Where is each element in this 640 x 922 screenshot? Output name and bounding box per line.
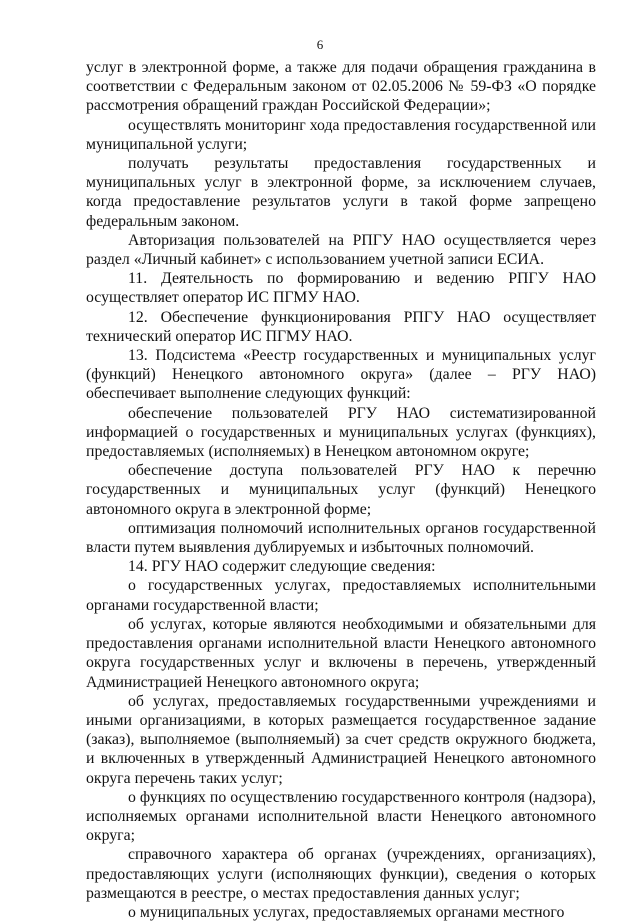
paragraph-results: получать результаты предоставления государственных и муниципальных услуг в электронной форме, за исключением случаев, когда предоставление результатов услуги в такой форме запрещено федеральным законом.: [86, 155, 596, 230]
paragraph-function-info: обеспечение пользователей РГУ НАО систематизированной информацией о государственных и муниципальных услугах (функциях), предоставляемых (исполняемых) в Ненецком автономном округе;: [86, 404, 596, 461]
paragraph-monitoring: осуществлять мониторинг хода предоставления государственной или муниципальной услуги;: [86, 116, 596, 153]
paragraph-institution-services: об услугах, предоставляемых государственными учреждениями и иными организациями, в которых размещается государственное задание (заказ), выполняемое (выполняемый) за счет средств окружного бюджета, и включенных в утвержденный Администрацией Ненецкого автономного округа перечень таких услуг;: [86, 692, 596, 787]
paragraph-authorization: Авторизация пользователей на РПГУ НАО осуществляется через раздел «Личный кабинет» с использованием учетной записи ЕСИА.: [86, 231, 596, 269]
paragraph-necessary-services: об услугах, которые являются необходимыми и обязательными для предоставления органами исполнительной власти Ненецкого автономного округа государственных услуг и включены в перечень, утвержденный Администрацией Ненецкого автономного округа;: [86, 615, 596, 691]
paragraph-function-access: обеспечение доступа пользователей РГУ НАО к перечню государственных и муниципальных услуг (функций) Ненецкого автономного округа в электронной форме;: [86, 462, 596, 518]
paragraph-item-14: 14. РГУ НАО содержит следующие сведения:: [128, 558, 436, 576]
paragraph-item-12: 12. Обеспечение функционирования РПГУ НАО осуществляет технический оператор ИС ПГМУ НАО.: [86, 308, 596, 345]
paragraph-control-functions: о функциях по осуществлению государственного контроля (надзора), исполняемых органами исполнительной власти Ненецкого автономного округа;: [86, 788, 596, 845]
document-body: [86, 58, 596, 922]
page-number: 6: [316, 37, 324, 52]
paragraph-item-11: 11. Деятельность по формированию и ведению РПГУ НАО осуществляет оператор ИС ПГМУ НАО.: [86, 270, 596, 307]
paragraph-state-services: о государственных услугах, предоставляемых исполнительными органами государственной власти;: [86, 577, 596, 614]
paragraph-reference-info: справочного характера об органах (учреждениях, организациях), предоставляющих услуги (исполняющих функции), сведения о которых размещаются в реестре, о местах предоставления данных услуг;: [86, 846, 596, 902]
paragraph-continuation: услуг в электронной форме, а также для подачи обращения гражданина в соответствии с Федеральным законом от 02.05.2006 № 59-ФЗ «О порядке рассмотрения обращений граждан Российской Федерации»;: [86, 59, 596, 115]
paragraph-item-13: 13. Подсистема «Реестр государственных и муниципальных услуг (функций) Ненецкого автономного округа» (далее – РГУ НАО) обеспечивает выполнение следующих функций:: [86, 347, 596, 403]
paragraph-municipal-services: о муниципальных услугах, предоставляемых органами местного: [128, 903, 565, 921]
paragraph-function-optimization: оптимизация полномочий исполнительных органов государственной власти путем выявления дублируемых и избыточных полномочий.: [86, 519, 596, 557]
